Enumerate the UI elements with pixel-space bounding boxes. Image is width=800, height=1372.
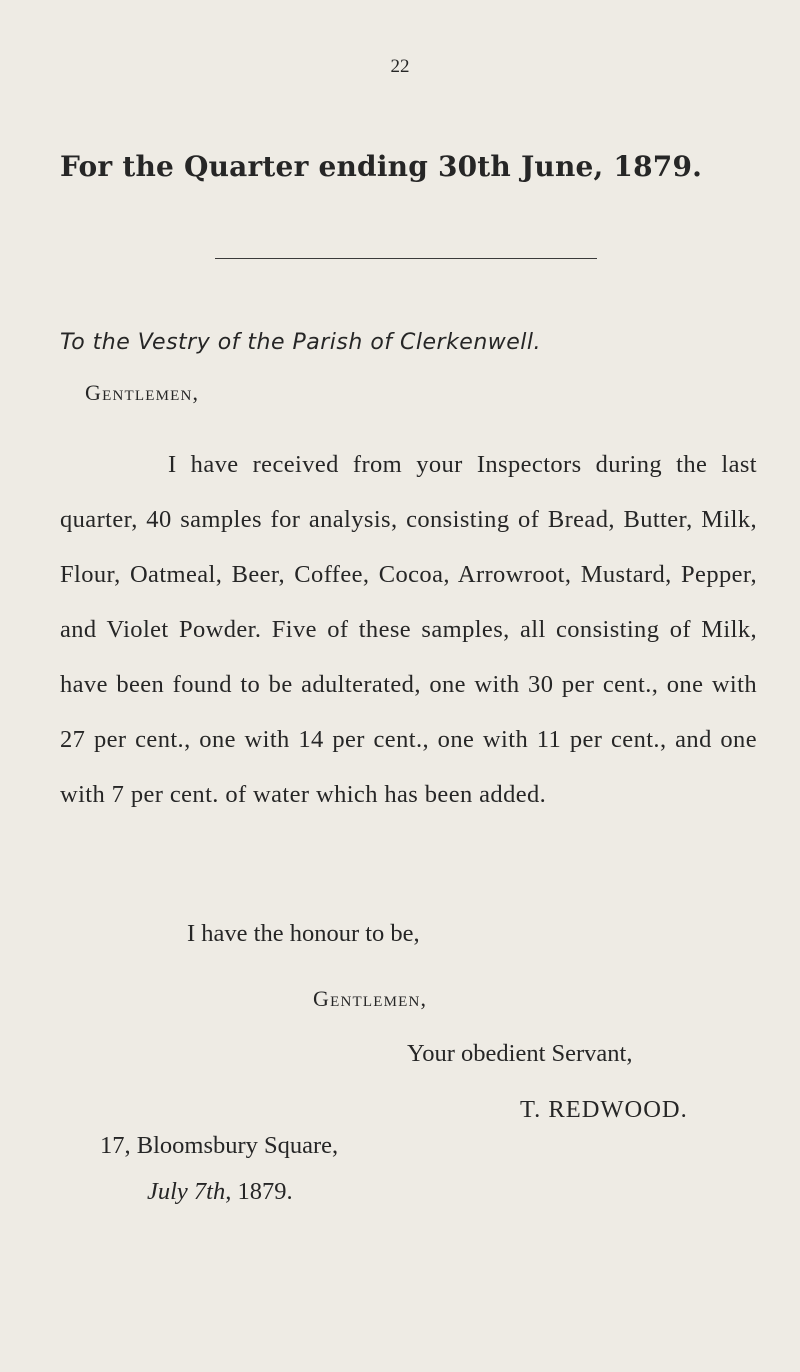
letter-date xyxy=(147,1178,293,1206)
page-title: For the Quarter ending 30th June, 1879. xyxy=(60,150,703,183)
addressee-line: To the Vestry of the Parish of Clerkenwell. xyxy=(60,330,542,355)
signature-name: T. REDWOOD. xyxy=(520,1096,688,1123)
letter-date-month-day: July 7th, xyxy=(147,1178,232,1205)
letter-date-year: 1879. xyxy=(237,1178,293,1205)
report-body-paragraph: I have received from your Inspectors during the last quarter, 40 samples for analysis, consisting of Bread, Butter, Milk, Flour, Oatmeal, Beer, Coffee, Cocoa, Arrowroot, Mustard, Pepper, and Violet Powder. Five of these samples, all consisting of Milk, have been found to be adulterated, one with 30 per cent., one with 27 per cent., one with 14 per cent., one with 11 per cent., and one with 7 per cent. of water which has been added. xyxy=(60,451,757,808)
closing-line: I have the honour to be, xyxy=(187,920,420,947)
sender-address: 17, Bloomsbury Square, xyxy=(100,1132,339,1159)
page-number: 22 xyxy=(390,56,410,77)
divider-rule xyxy=(215,258,597,259)
salutation: Gentlemen, xyxy=(85,380,200,405)
closing-salutation: Gentlemen, xyxy=(313,986,428,1011)
closing-servant-line: Your obedient Servant, xyxy=(407,1040,633,1067)
